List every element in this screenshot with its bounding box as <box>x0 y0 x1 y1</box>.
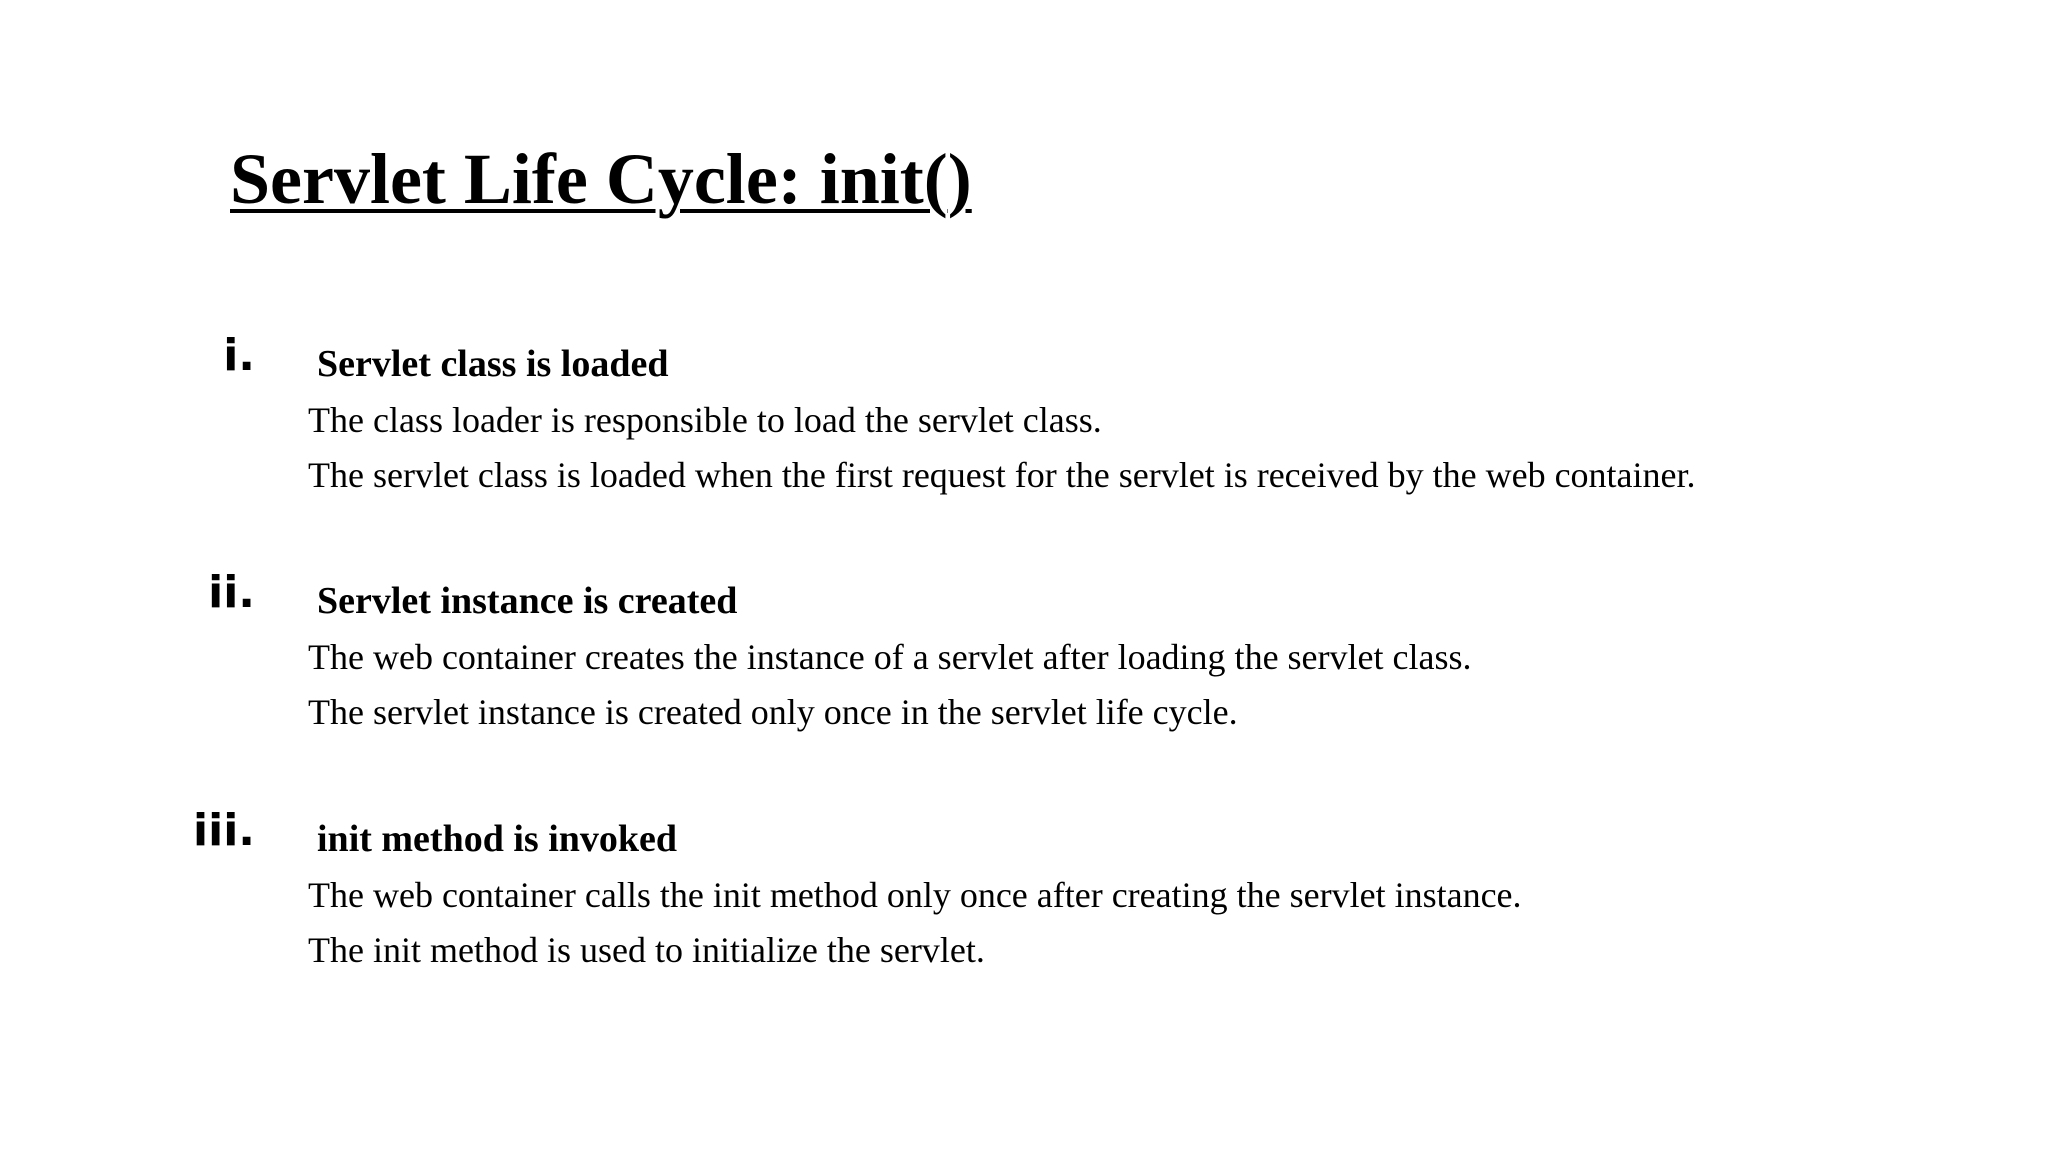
list-numeral: iii. <box>193 805 255 856</box>
list-item-heading: Servlet instance is created <box>317 580 738 622</box>
list-item-text: The class loader is responsible to load the servlet class. <box>308 400 1102 440</box>
list-item-text: The init method is used to initialize the servlet. <box>308 930 985 970</box>
list-item-heading: init method is invoked <box>317 818 678 860</box>
list-numeral: i. <box>223 330 255 381</box>
list-item-text: The web container calls the init method only once after creating the servlet instance. <box>308 875 1522 915</box>
list-item-text: The web container creates the instance of a servlet after loading the servlet class. <box>308 637 1472 677</box>
list-numeral: ii. <box>208 567 255 618</box>
list-item-text: The servlet instance is created only once in the servlet life cycle. <box>308 692 1238 732</box>
list-item-heading: Servlet class is loaded <box>317 343 669 385</box>
list-item-text: The servlet class is loaded when the first request for the servlet is received by the web container. <box>308 455 1696 495</box>
slide-title: Servlet Life Cycle: init() <box>230 139 972 219</box>
